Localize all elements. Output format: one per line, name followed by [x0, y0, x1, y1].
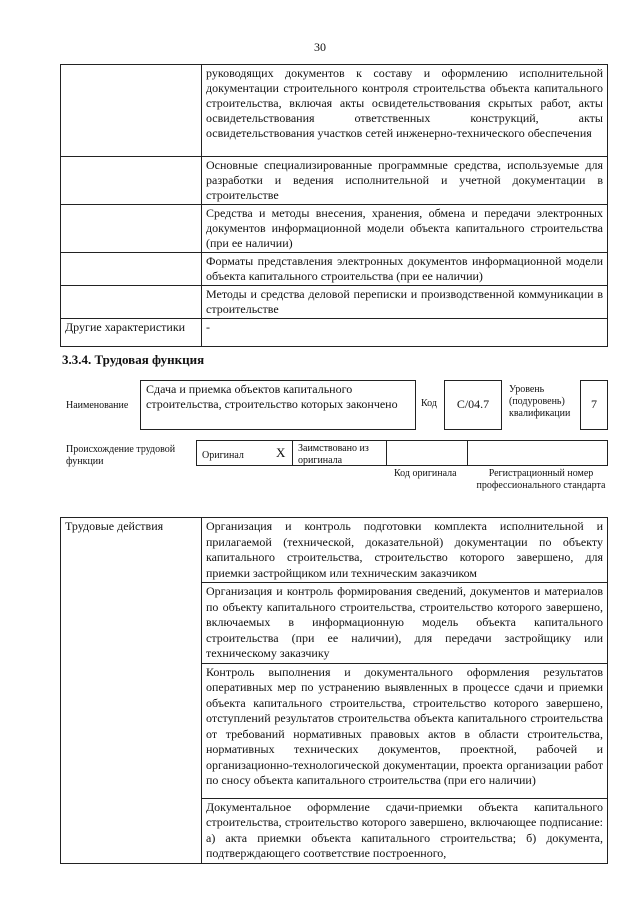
row-text: Методы и средства деловой переписки и производственной коммуникации в строительстве	[202, 286, 608, 319]
table-row	[61, 65, 608, 157]
knowledge-table	[60, 64, 608, 347]
actions-label: Трудовые действия	[61, 518, 202, 864]
table-row	[61, 518, 608, 583]
code-label: Код	[421, 398, 437, 409]
labor-actions-table	[60, 517, 608, 864]
table-row	[61, 253, 608, 286]
level-value: 7	[580, 380, 608, 430]
row-label: Другие характеристики	[61, 319, 202, 347]
table-row	[61, 286, 608, 319]
action-text: Организация и контроль подготовки комплекта исполнительной и прилагаемой (технической, доказательной) документации по объекту капитального строительства, строительство которого завершено, для приемки застройщиком или техническим заказчиком	[202, 518, 608, 583]
reg-number-caption: Регистрационный номер профессионального стандарта	[476, 468, 606, 491]
name-value: Сдача и приемка объектов капитального строительства, строительство которых закончено	[140, 380, 416, 430]
level-label: Уровень (подуровень) квалификации	[509, 384, 571, 419]
original-label: Оригинал	[202, 450, 244, 461]
action-text: Документальное оформление сдачи-приемки объекта капитального строительства, строительство которого завершено, включающее подписание: а) акта приемки объекта капитального строительства; б) документа, подтверждающего соответствие построенного,	[202, 798, 608, 863]
row-label	[61, 157, 202, 205]
table-row	[61, 157, 608, 205]
action-text: Организация и контроль формирования сведений, документов и материалов по объекту капитального строительства, строительство которого завершено, включаемых в информационную модель объекта капитального строительства (при ее наличии), для передачи застройщику или техническому заказчику	[202, 583, 608, 664]
row-text: руководящих документов к составу и оформлению исполнительной документации строительного контроля строительства объекта капитального строительства, включая акты освидетельствования скрытых работ, акты освидетельствования ответственных конструкций, акты освидетельствования участков сетей инженерно-технического обеспечения	[202, 65, 608, 157]
row-text: Основные специализированные программные средства, используемые для разработки и ведения исполнительной и учетной документации в строительстве	[202, 157, 608, 205]
origin-divider	[467, 440, 468, 466]
table-row	[61, 205, 608, 253]
origin-label: Происхождение трудовой функции	[66, 444, 176, 467]
table-row	[61, 319, 608, 347]
row-text: Форматы представления электронных документов информационной модели объекта капитального строительства (при ее наличии)	[202, 253, 608, 286]
code-value: С/04.7	[444, 380, 502, 430]
row-label	[61, 286, 202, 319]
row-label	[61, 205, 202, 253]
action-text: Контроль выполнения и документального оформления результатов оперативных мер по устранению выявленных в процессе сдачи и приемки объекта капитального строительства, строительство которого завершено, отступлений результатов строительства объекта капитального строительства от требований нормативных правовых актов в области строительства, нормативных технических документов, проектной, рабочей и организационно-технологической документации, проекта организации работ по сносу объекта капитального строительства (при его наличии)	[202, 663, 608, 798]
origin-box	[196, 440, 608, 466]
original-mark: X	[276, 445, 286, 460]
row-label	[61, 253, 202, 286]
origin-divider	[292, 440, 293, 466]
section-title: 3.3.4. Трудовая функция	[62, 352, 205, 367]
name-label: Наименование	[66, 400, 129, 411]
origin-divider	[386, 440, 387, 466]
row-label	[61, 65, 202, 157]
borrowed-label: Заимствовано из оригинала	[298, 443, 369, 466]
row-text: -	[202, 319, 608, 347]
row-text: Средства и методы внесения, хранения, обмена и передачи электронных документов информационной модели объекта капитального строительства (при ее наличии)	[202, 205, 608, 253]
page-number: 30	[314, 40, 326, 54]
code-original-caption: Код оригинала	[394, 468, 457, 479]
